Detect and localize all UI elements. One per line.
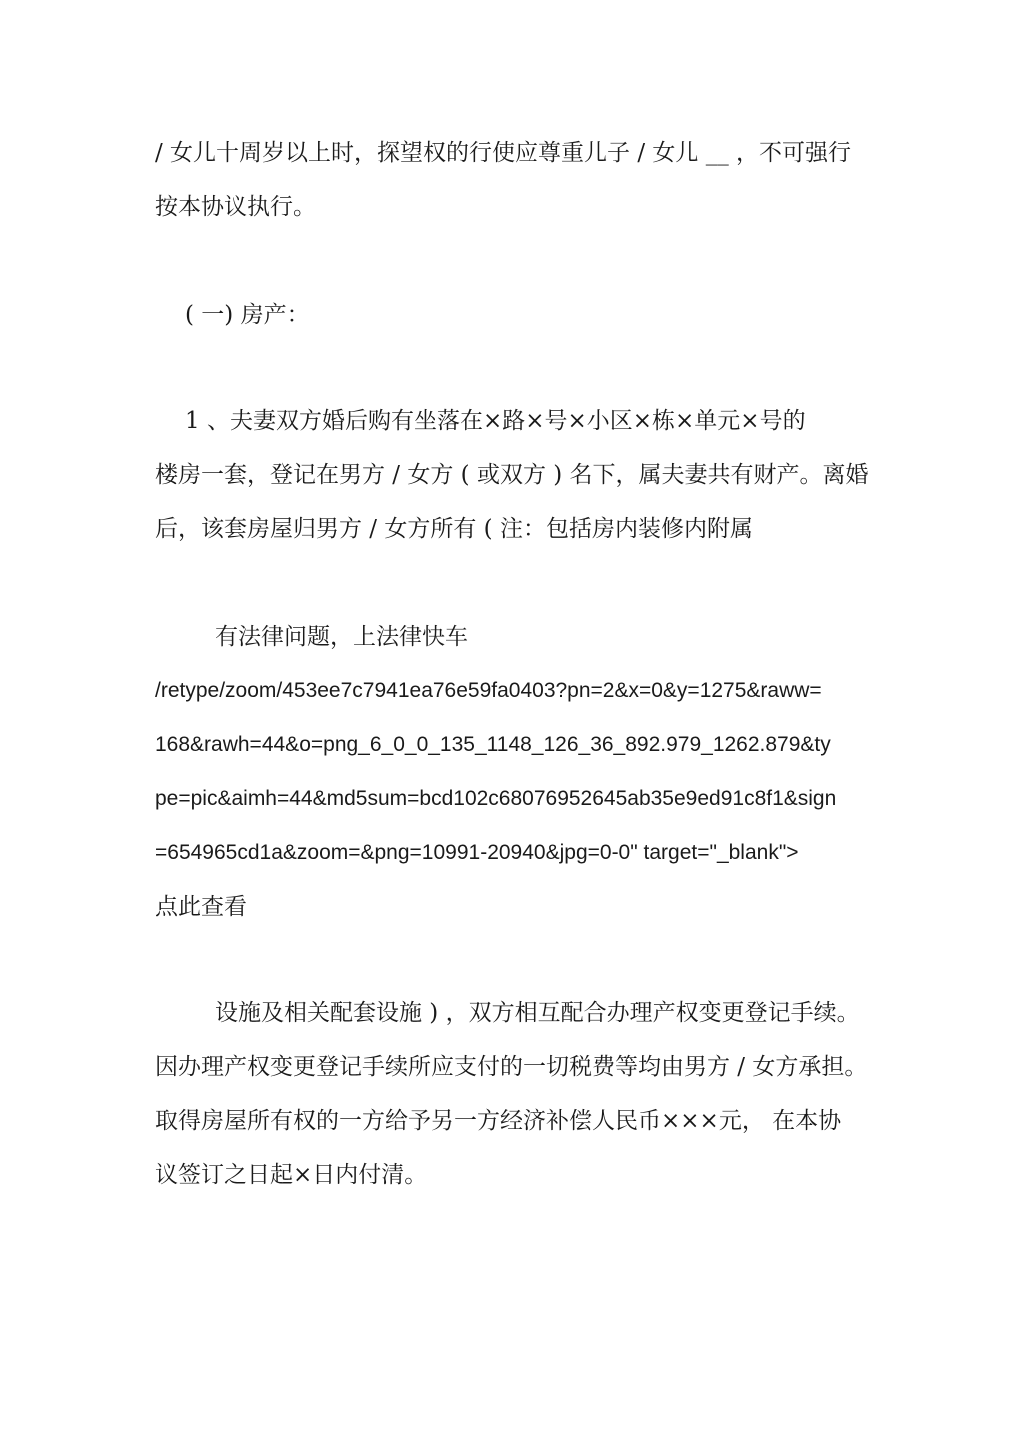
ad-url-line-4: pe=pic&aimh=44&md5sum=bcd102c68076952645ab35e9ed91c8f1&sign (155, 787, 837, 810)
ad-line-1: 有法律问题，上法律快车 (215, 624, 468, 650)
paragraph-2-line-2: 楼房一套，登记在男方 / 女方 ( 或双方 ) 名下，属夫妻共有财产。离婚 (155, 462, 869, 488)
ad-url-line-3: 168&rawh=44&o=png_6_0_0_135_1148_126_36_892.979_1262.879&ty (155, 733, 831, 756)
ad-url-line-5: =654965cd1a&zoom=&png=10991-20940&jpg=0-0" target="_blank"> (155, 841, 799, 864)
paragraph-2-line-1: 1 、夫妻双方婚后购有坐落在×路×号×小区×栋×单元×号的 (185, 408, 806, 434)
paragraph-3-line-1: 设施及相关配套设施 ) ，双方相互配合办理产权变更登记手续。 (215, 1000, 860, 1026)
paragraph-2-line-3: 后，该套房屋归男方 / 女方所有 ( 注：包括房内装修内附属 (155, 516, 753, 542)
paragraph-3-line-2: 因办理产权变更登记手续所应支付的一切税费等均由男方 / 女方承担。 (155, 1054, 868, 1080)
paragraph-1-line-2: 按本协议执行。 (155, 194, 316, 220)
paragraph-3-line-3: 取得房屋所有权的一方给予另一方经济补偿人民币×××元， 在本协 (155, 1108, 842, 1134)
section-heading-property: ( 一) 房产： (185, 302, 310, 328)
view-link[interactable]: 点此查看 (155, 894, 247, 920)
paragraph-1-line-1: / 女儿十周岁以上时，探望权的行使应尊重儿子 / 女儿 __ ，不可强行 (155, 140, 852, 166)
ad-url-line-2: /retype/zoom/453ee7c7941ea76e59fa0403?pn=2&x=0&y=1275&raww= (155, 679, 822, 702)
paragraph-3-line-4: 议签订之日起×日内付清。 (155, 1162, 428, 1188)
